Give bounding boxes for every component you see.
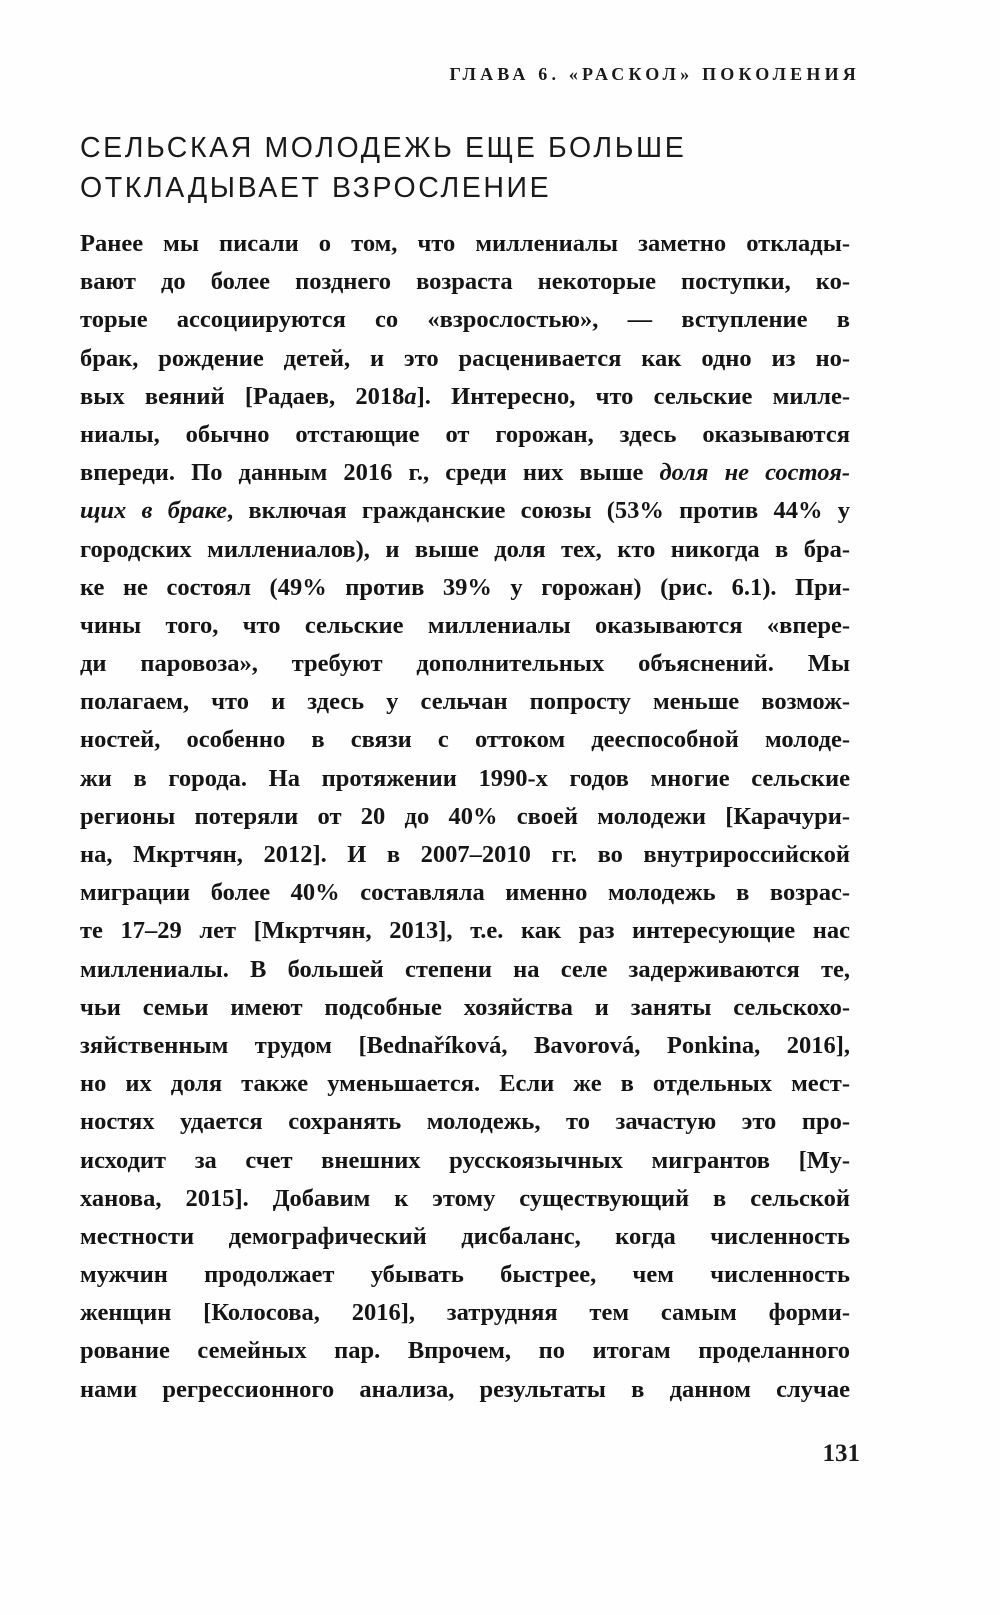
text-line: ностях удается сохранять молодежь, то зачастую это про-	[80, 1108, 850, 1136]
text-run: впереди. По данным 2016 г., среди них выше	[80, 459, 660, 487]
text-line: миллениалы. В большей степени на селе задерживаются те,	[80, 955, 850, 983]
page-number: 131	[822, 1440, 860, 1467]
text-line: мужчин продолжает убывать быстрее, чем численность	[80, 1261, 850, 1289]
text-line: торые ассоциируются со «взрослостью», — вступление в	[80, 306, 850, 334]
text-run: , включая гражданские союзы (53% против 44% у	[227, 497, 850, 525]
text-line: зяйственным трудом [Bednaříková, Bavorová, Ponkina, 2016],	[80, 1031, 850, 1059]
body-paragraph	[80, 225, 850, 1409]
text-line: ниалы, обычно отстающие от горожан, здесь оказываются	[80, 420, 850, 448]
section-title	[80, 128, 860, 208]
text-line: но их доля также уменьшается. Если же в отдельных мест-	[80, 1070, 850, 1098]
text-run-italic: доля не состоя-	[659, 459, 850, 487]
text-line: ди паровоза», требуют дополнительных объяснений. Мы	[80, 650, 850, 678]
text-line: ханова, 2015]. Добавим к этому существующий в сельской	[80, 1184, 850, 1212]
text-line: жи в города. На протяжении 1990-х годов многие сельские	[80, 764, 850, 792]
text-line	[80, 454, 850, 492]
text-line: Ранее мы писали о том, что миллениалы заметно отклады-	[80, 230, 850, 257]
running-head: ГЛАВА 6. «РАСКОЛ» ПОКОЛЕНИЯ	[449, 64, 860, 84]
section-title-line-1: СЕЛЬСКАЯ МОЛОДЕЖЬ ЕЩЕ БОЛЬШЕ	[80, 132, 687, 164]
text-run: ]. Интересно, что сельские милле-	[416, 382, 850, 410]
text-line: ке не состоял (49% против 39% у горожан) (рис. 6.1). При-	[80, 573, 850, 601]
section-title-line-2: ОТКЛАДЫВАЕТ ВЗРОСЛЕНИЕ	[80, 172, 552, 204]
text-line: ностей, особенно в связи с оттоком дееспособной молоде-	[80, 726, 850, 754]
text-line: городских миллениалов), и выше доля тех, кто никогда в бра-	[80, 535, 850, 563]
text-line: местности демографический дисбаланс, когда численность	[80, 1222, 850, 1250]
text-line: миграции более 40% составляла именно молодежь в возрас-	[80, 879, 850, 907]
text-run-italic: a	[404, 382, 417, 410]
text-line: вают до более позднего возраста некоторые поступки, ко-	[80, 268, 850, 296]
text-run-italic: щих в браке	[80, 497, 228, 525]
text-line: чины того, что сельские миллениалы оказываются «впере-	[80, 611, 850, 639]
text-line: те 17–29 лет [Мкртчян, 2013], т.е. как раз интересующие нас	[80, 917, 850, 945]
text-line: на, Мкртчян, 2012]. И в 2007–2010 гг. во внутрироссийской	[80, 841, 850, 868]
text-line: женщин [Колосова, 2016], затрудняя тем самым форми-	[80, 1299, 850, 1327]
text-line	[80, 378, 850, 416]
text-line: рование семейных пар. Впрочем, по итогам проделанного	[80, 1337, 850, 1365]
text-line: исходит за счет внешних русскоязычных мигрантов [Му-	[80, 1146, 850, 1174]
text-line: полагаем, что и здесь у сельчан попросту меньше возмож-	[80, 688, 850, 716]
text-line: регионы потеряли от 20 до 40% своей молодежи [Карачури-	[80, 802, 850, 830]
text-line: нами регрессионного анализа, результаты в данном случае	[80, 1375, 850, 1403]
text-run: вых веяний [Радаев, 2018	[80, 382, 405, 410]
text-line: брак, рождение детей, и это расценивается как одно из но-	[80, 344, 850, 372]
text-line	[80, 492, 850, 530]
text-line: чьи семьи имеют подсобные хозяйства и заняты сельскохо-	[80, 993, 850, 1021]
